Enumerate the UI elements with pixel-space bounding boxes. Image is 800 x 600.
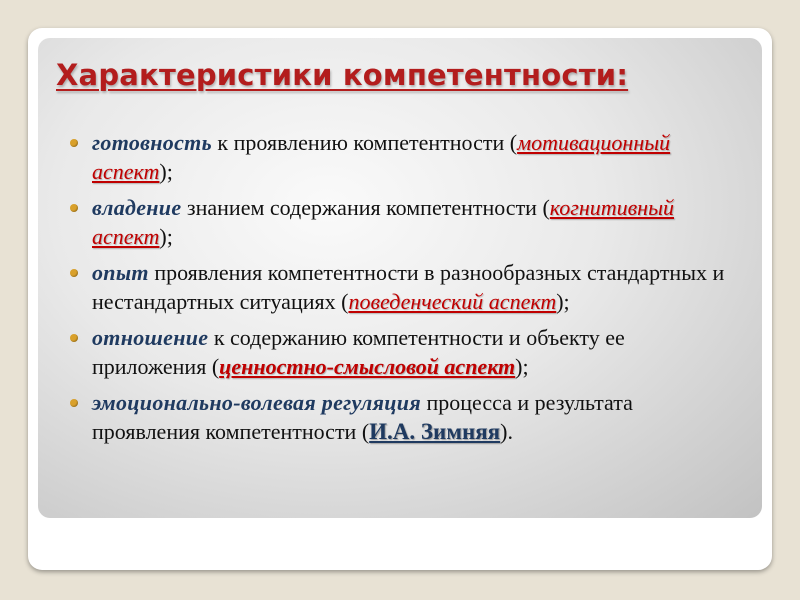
item-text-end: ); bbox=[556, 289, 570, 314]
item-text: к содержанию компетентности и объекту ее приложения ( bbox=[92, 325, 625, 379]
item-text-end: ); bbox=[515, 354, 529, 379]
aspect-label: мотивационный аспект bbox=[92, 130, 671, 184]
list-item-experience bbox=[70, 258, 740, 316]
item-text-end: ). bbox=[500, 419, 513, 444]
item-text: к проявлению компетентности ( bbox=[211, 130, 518, 155]
keyword: опыт bbox=[92, 260, 149, 285]
bullet-icon bbox=[70, 269, 78, 277]
slide-title: Характеристики компетентности: bbox=[56, 58, 629, 92]
item-text: знанием содержания компетентности ( bbox=[181, 195, 550, 220]
keyword: готовность bbox=[92, 130, 212, 155]
item-text-end: ); bbox=[159, 159, 173, 184]
aspect-label: поведенческий аспект bbox=[348, 289, 557, 314]
aspect-label: когнитивный аспект bbox=[92, 195, 674, 249]
list-item-readiness bbox=[70, 128, 740, 186]
aspect-label: ценностно-смысловой аспект bbox=[219, 354, 516, 379]
bullet-icon bbox=[70, 139, 78, 147]
item-text: проявления компетентности в разнообразных стандартных и нестандартных ситуациях ( bbox=[92, 260, 725, 314]
list-item-mastery bbox=[70, 193, 740, 251]
item-text: процесса и результата проявления компетентности ( bbox=[92, 390, 633, 444]
list-item-attitude bbox=[70, 323, 740, 381]
bullet-icon bbox=[70, 204, 78, 212]
keyword: эмоционально-волевая регуляция bbox=[92, 390, 421, 415]
keyword: отношение bbox=[92, 325, 209, 350]
bullet-icon bbox=[70, 334, 78, 342]
author-name: И.А. Зимняя bbox=[369, 419, 501, 444]
item-text-end: ); bbox=[159, 224, 173, 249]
keyword: владение bbox=[92, 195, 182, 220]
characteristics-list bbox=[70, 128, 740, 453]
list-item-regulation bbox=[70, 388, 740, 446]
bullet-icon bbox=[70, 399, 78, 407]
